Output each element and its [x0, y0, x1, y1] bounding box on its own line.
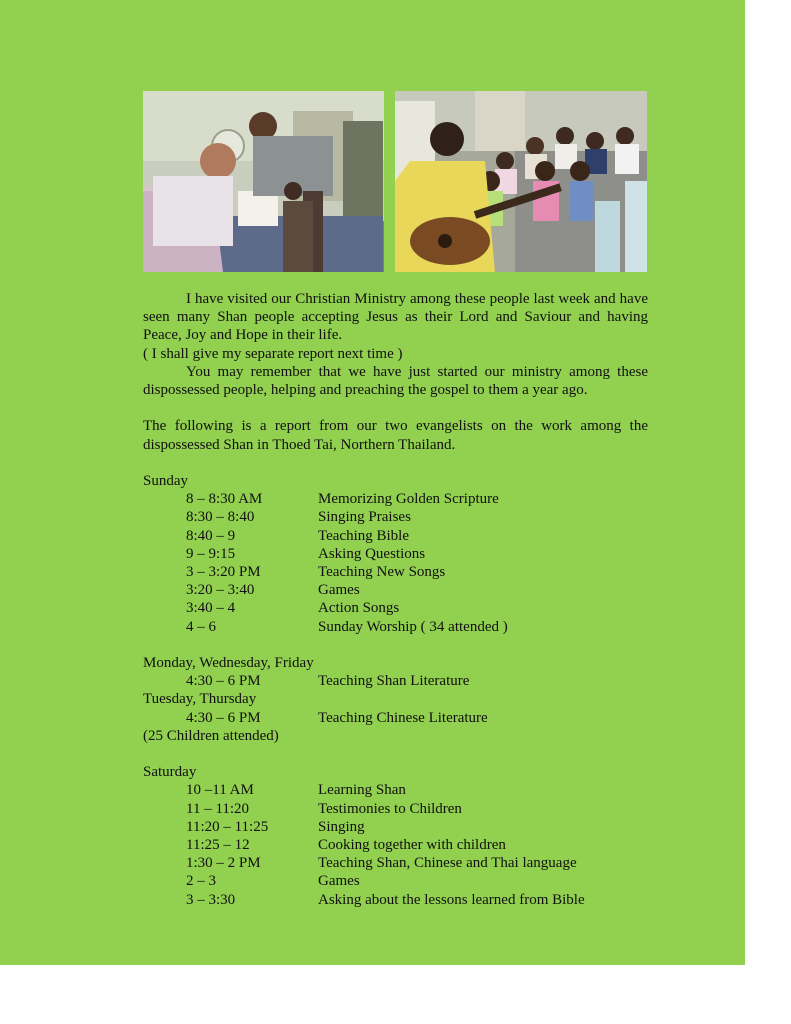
schedule-row [143, 490, 648, 508]
schedule-time: 11:25 – 12 [186, 837, 250, 854]
report-text [143, 290, 648, 909]
schedule-row [143, 818, 648, 836]
ministry-photo-right [395, 91, 647, 272]
schedule-time: 9 – 9:15 [186, 545, 236, 562]
schedule-time: 8 – 8:30 AM [186, 491, 263, 508]
intro-paragraph-3: The following is a report from our two evangelists on the work among the dispossessed Shan in Thoed Tai, Northern Thailand. [143, 418, 648, 453]
schedule-row [143, 563, 648, 581]
schedule-row [143, 527, 648, 545]
schedule-row [143, 836, 648, 854]
schedule-time: 3:20 – 3:40 [186, 582, 255, 599]
photo-icon [395, 91, 647, 272]
schedule-time: 2 – 3 [186, 873, 216, 890]
schedule-row [143, 872, 648, 890]
schedule-activity: Singing Praises [318, 509, 411, 526]
schedule-activity: Memorizing Golden Scripture [318, 491, 499, 508]
schedule-activity: Games [318, 582, 360, 599]
schedule-row [143, 508, 648, 526]
schedule-time: 4:30 – 6 PM [186, 709, 261, 726]
schedule-activity: Singing [318, 818, 365, 835]
schedule-row [143, 618, 648, 636]
attendance-note: (25 Children attended) [143, 727, 279, 744]
schedule-time: 3 – 3:30 [186, 891, 236, 908]
schedule-row [143, 672, 648, 690]
schedule-activity: Teaching New Songs [318, 564, 446, 581]
schedule-activity: Asking about the lessons learned from Bible [318, 891, 585, 908]
schedule-row [143, 781, 648, 799]
schedule-activity: Teaching Bible [318, 527, 410, 544]
schedule-time: 3:40 – 4 [186, 600, 236, 617]
schedule-row [143, 800, 648, 818]
mwf-heading: Monday, Wednesday, Friday [143, 655, 314, 672]
saturday-schedule [143, 781, 648, 908]
schedule-activity: Teaching Shan, Chinese and Thai language [318, 855, 577, 872]
schedule-time: 11:20 – 11:25 [186, 818, 269, 835]
sunday-heading: Sunday [143, 473, 188, 489]
schedule-activity: Teaching Chinese Literature [318, 709, 488, 726]
schedule-time: 1:30 – 2 PM [186, 855, 261, 872]
saturday-heading: Saturday [143, 764, 197, 781]
schedule-activity: Cooking together with children [318, 837, 506, 854]
schedule-time: 4 – 6 [186, 618, 216, 635]
schedule-activity: Action Songs [318, 600, 400, 617]
schedule-time: 8:40 – 9 [186, 527, 236, 544]
schedule-time: 3 – 3:20 PM [186, 564, 261, 581]
schedule-row [143, 599, 648, 617]
schedule-time: 4:30 – 6 PM [186, 673, 261, 690]
intro-note: ( I shall give my separate report next time ) [143, 345, 403, 362]
schedule-activity: Learning Shan [318, 782, 406, 799]
schedule-row [143, 581, 648, 599]
tt-heading: Tuesday, Thursday [143, 691, 257, 708]
sunday-schedule [143, 490, 648, 636]
photo-icon [143, 91, 384, 272]
schedule-time: 11 – 11:20 [186, 800, 250, 817]
schedule-row [143, 854, 648, 872]
schedule-row [143, 709, 648, 727]
schedule-activity: Teaching Shan Literature [318, 673, 470, 690]
ministry-photo-left [143, 91, 384, 272]
intro-paragraph-2: You may remember that we have just started our ministry among these dispossessed people, helping and preaching the gospel to them a year ago. [143, 363, 648, 399]
schedule-time: 8:30 – 8:40 [186, 509, 255, 526]
schedule-activity: Asking Questions [318, 545, 426, 562]
intro-paragraph-1: I have visited our Christian Ministry among these people last week and have seen many Shan people accepting Jesus as their Lord and Saviour and having Peace, Joy and Hope in their life. [143, 291, 648, 344]
schedule-row [143, 891, 648, 909]
schedule-time: 10 –11 AM [186, 782, 254, 799]
schedule-activity: Testimonies to Children [318, 800, 462, 817]
schedule-row [143, 545, 648, 563]
schedule-activity: Sunday Worship ( 34 attended ) [318, 618, 508, 635]
schedule-activity: Games [318, 873, 360, 890]
